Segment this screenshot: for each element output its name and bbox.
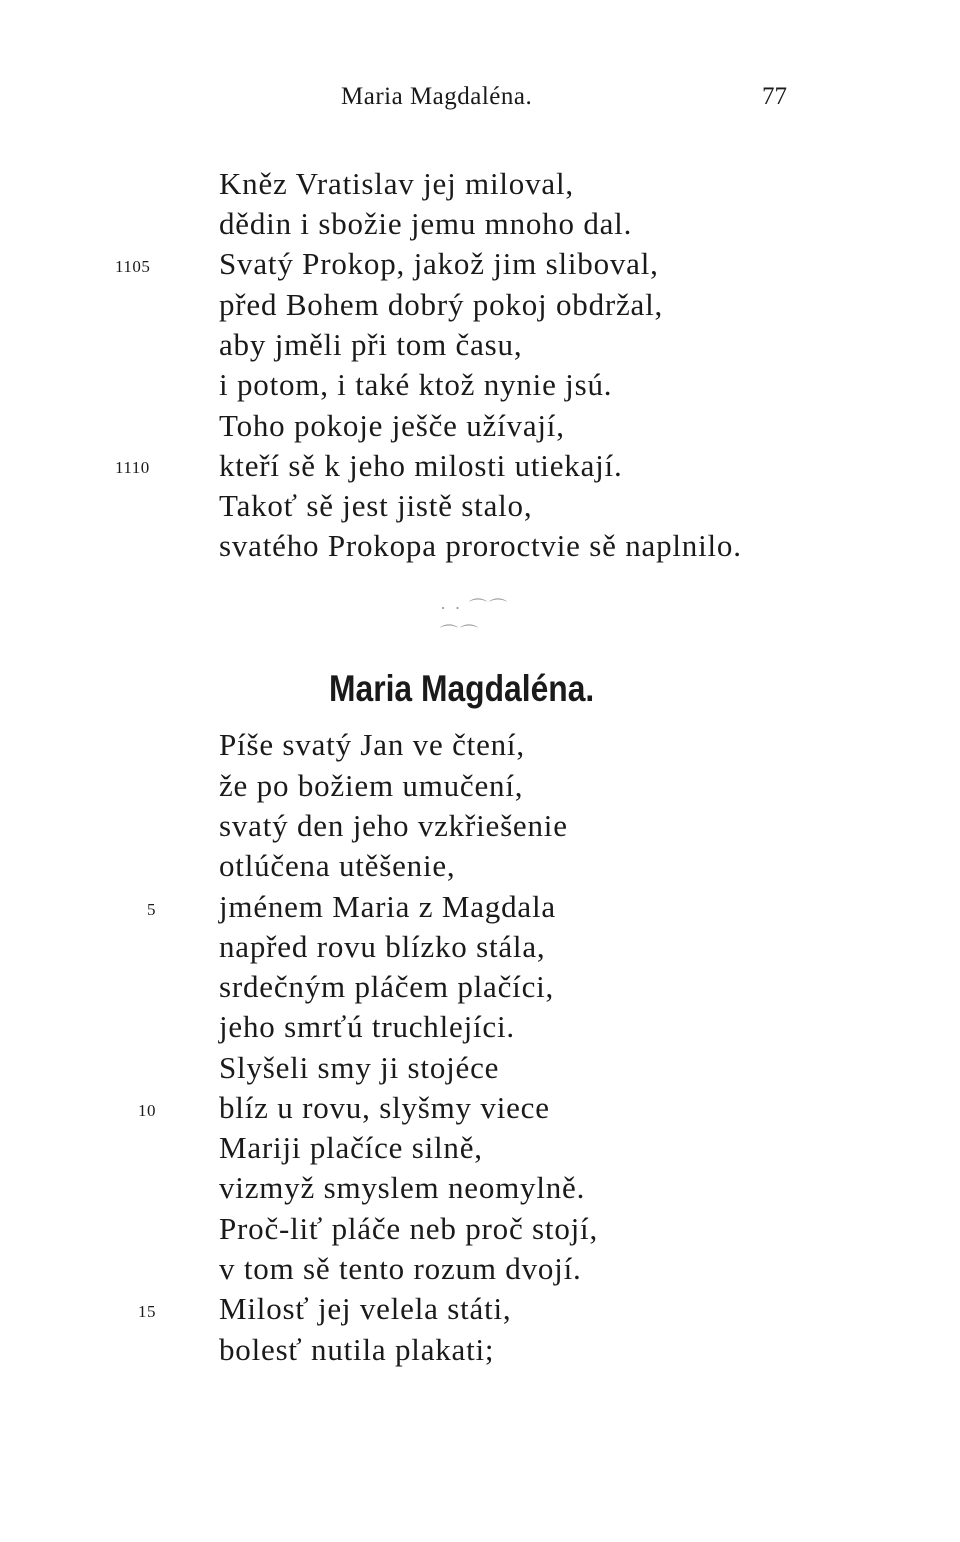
verse-line: Mariji plačíce silně, — [219, 1130, 483, 1165]
verse-line: svatého Prokopa proroctvie sě naplnilo. — [219, 528, 742, 563]
verse-line: napřed rovu blízko stála, — [219, 929, 546, 964]
section-title: Maria Magdaléna. — [329, 668, 595, 709]
verse-line: Proč-liť pláče neb proč stojí, — [219, 1211, 599, 1246]
verse-line: Svatý Prokop, jakož jim sliboval, — [219, 246, 659, 281]
verse-line: Milosť jej velela státi, — [219, 1291, 512, 1326]
verse-line: dědin i sbožie jemu mnoho dal. — [219, 206, 633, 241]
verse-line: vizmyž smyslem neomylně. — [219, 1170, 586, 1205]
verse-line: aby jměli při tom času, — [219, 327, 523, 362]
verse-line: Kněz Vratislav jej miloval, — [219, 166, 574, 201]
verse-line: otlúčena utěšenie, — [219, 848, 456, 883]
verse-line: v tom sě tento rozum dvojí. — [219, 1251, 582, 1286]
verse-line: jménem Maria z Magdala — [219, 889, 556, 924]
verse-line: Takoť sě jest jistě stalo, — [219, 488, 533, 523]
page-number: 77 — [762, 83, 787, 110]
verse-line: Slyšeli smy ji stojéce — [219, 1050, 500, 1085]
section-ornament: · · ⌒⌒ ⌒⌒ — [440, 598, 509, 644]
verse-line: Píše svatý Jan ve čtení, — [219, 727, 525, 762]
verse-line: že po božiem umučení, — [219, 768, 524, 803]
verse-line: Toho pokoje ješče užívají, — [219, 408, 565, 443]
line-number: 1105 — [115, 257, 151, 276]
verse-line: jeho smrťú truchlejíci. — [219, 1009, 515, 1044]
verse-line: bolesť nutila plakati; — [219, 1332, 495, 1367]
verse-line: srdečným pláčem plačíci, — [219, 969, 555, 1004]
verse-line: před Bohem dobrý pokoj obdržal, — [219, 287, 664, 322]
line-number: 5 — [147, 900, 156, 919]
verse-line: blíz u rovu, slyšmy viece — [219, 1090, 550, 1125]
line-number: 10 — [138, 1101, 156, 1120]
line-number: 1110 — [115, 458, 150, 477]
running-title: Maria Magdaléna. — [341, 83, 533, 110]
verse-line: svatý den jeho vzkřiešenie — [219, 808, 568, 843]
verse-line: i potom, i také ktož nynie jsú. — [219, 367, 613, 402]
verse-line: kteří sě k jeho milosti utiekají. — [219, 448, 623, 483]
line-number: 15 — [138, 1302, 156, 1321]
